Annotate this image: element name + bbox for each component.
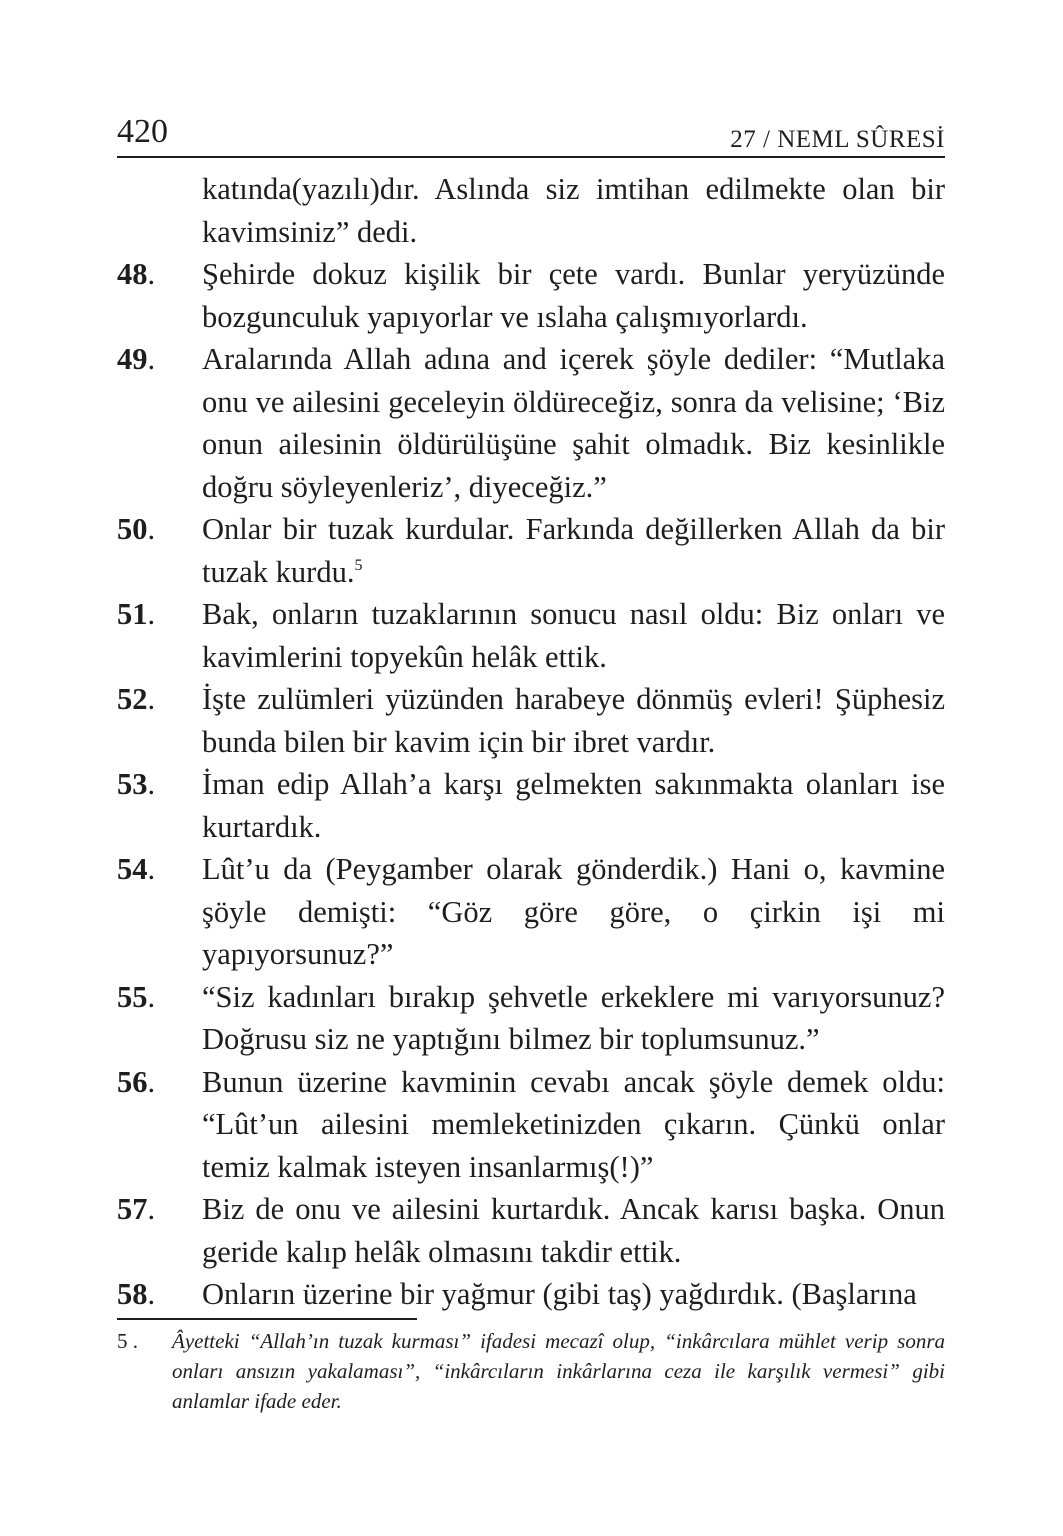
verse-50 <box>117 508 945 593</box>
footnote-reference[interactable]: 5 <box>354 556 363 574</box>
verse-48 <box>117 253 945 338</box>
verse-52 <box>117 678 945 763</box>
verse-58 <box>117 1273 945 1316</box>
verse-text: Biz de onu ve ailesini kurtardık. Ancak karısı başka. Onun geride kalıp helâk olmasını takdir ettik. <box>202 1192 945 1269</box>
verse-text: İşte zulümleri yüzünden harabeye dönmüş evleri! Şüphesiz bunda bilen bir kavim için bir ibret vardır. <box>202 682 945 759</box>
verse-text: Lût’u da (Peygamber olarak gönderdik.) Hani o, kavmine şöyle demişti: “Göz göre göre, o çirkin işi mi yapıyorsunuz?” <box>202 852 945 971</box>
verse-text: Onların üzerine bir yağmur (gibi taş) yağdırdık. (Başlarına <box>202 1277 917 1311</box>
page-number: 420 <box>117 113 168 150</box>
verse-number: 49. <box>117 342 156 376</box>
footnote-number: 5 . <box>117 1329 138 1353</box>
verse-number: 58. <box>117 1277 156 1311</box>
verse-53 <box>117 763 945 848</box>
verse-number: 48. <box>117 257 156 291</box>
verse-text: Onlar bir tuzak kurdular. Farkında değillerken Allah da bir tuzak kurdu. <box>202 512 945 589</box>
verse-text: Şehirde dokuz kişilik bir çete vardı. Bunlar yeryüzünde bozgunculuk yapıyorlar ve ıslaha çalışmıyorlardı. <box>202 257 945 334</box>
verse-text: “Siz kadınları bırakıp şehvetle erkeklere mi varıyorsunuz? Doğrusu siz ne yaptığını bilmez bir toplumsunuz.” <box>202 979 945 1056</box>
verse-text: katında(yazılı)dır. Aslında siz imtihan edilmekte olan bir kavimsiniz” dedi. <box>202 172 945 249</box>
verse-continuation <box>117 168 945 253</box>
footnote <box>117 1326 945 1416</box>
verse-number: 51. <box>117 597 156 631</box>
verse-55 <box>117 976 945 1061</box>
verse-text: Bunun üzerine kavminin cevabı ancak şöyle demek oldu: “Lût’un ailesini memleketinizden çıkarın. Çünkü onlar temiz kalmak isteyen insanlarmış(!)” <box>202 1064 945 1184</box>
footnote-rule <box>117 1318 417 1320</box>
verse-text: Bak, onların tuzaklarının sonucu nasıl oldu: Biz onları ve kavimlerini topyekûn helâk ettik. <box>202 597 945 674</box>
verse-number-blank <box>117 168 202 253</box>
verse-56 <box>117 1061 945 1189</box>
verse-51 <box>117 593 945 678</box>
header-rule <box>117 156 945 158</box>
verse-57 <box>117 1188 945 1273</box>
verse-number: 56. <box>117 1064 156 1099</box>
footnote-text: Âyetteki “Allah’ın tuzak kurması” ifadesi mecazî olup, “inkârcılara mühlet verip sonra onları ansızın yakalaması”, “inkârcıların inkârlarına ceza ile karşılık vermesi” gibi anlamlar ifade eder. <box>172 1329 945 1413</box>
verse-49 <box>117 338 945 508</box>
verse-text: Aralarında Allah adına and içerek şöyle dediler: “Mutlaka onu ve ailesini geceleyin öldüreceğiz, sonra da velisine; ‘Biz onun ailesinin öldürülüşüne şahit olmadık. Biz kesinlikle doğru söyleyenleriz’, diyeceğiz.” <box>202 342 945 504</box>
main-text <box>117 168 945 1316</box>
verse-54 <box>117 848 945 976</box>
verse-number: 53. <box>117 767 156 801</box>
verse-number: 57. <box>117 1192 156 1226</box>
verse-number: 52. <box>117 682 156 716</box>
verse-number: 55. <box>117 979 156 1014</box>
verse-number: 50. <box>117 512 156 546</box>
running-head: 27 / NEML SÛRESİ <box>730 126 945 153</box>
verse-text-wrap <box>202 508 945 593</box>
verse-number: 54. <box>117 852 156 886</box>
verse-text: İman edip Allah’a karşı gelmekten sakınmakta olanları ise kurtardık. <box>202 767 945 844</box>
